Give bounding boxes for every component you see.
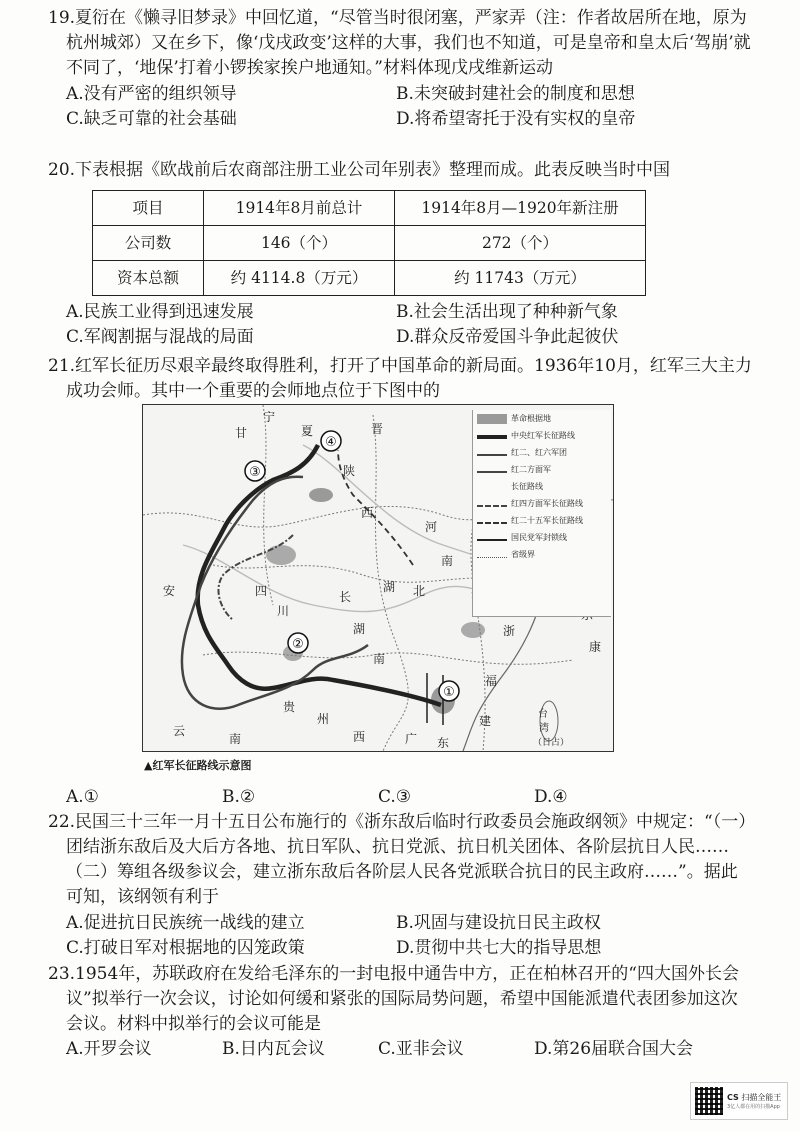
option-a: A.① xyxy=(66,787,99,807)
table-row xyxy=(93,261,646,296)
option-a: A.民族工业得到迅速发展 xyxy=(66,302,254,322)
place-label: 陕 xyxy=(343,464,356,478)
question-21-options-wrap xyxy=(48,785,754,810)
legend-label: 国民党军封锁线 xyxy=(511,533,567,542)
table-cell: 公司数 xyxy=(93,226,204,261)
option-b: B.日内瓦会议 xyxy=(222,1039,325,1059)
option-c: C.亚非会议 xyxy=(378,1039,464,1059)
question-20 xyxy=(48,158,754,350)
place-label: 川 xyxy=(277,604,290,618)
option-d: D.④ xyxy=(534,787,568,807)
place-label: 南 xyxy=(373,652,386,666)
legend-label: 红二十五军长征路线 xyxy=(511,516,583,525)
place-label: 晋 xyxy=(371,422,384,436)
taiwan-outline xyxy=(540,701,558,741)
map-legend xyxy=(472,410,611,617)
question-19 xyxy=(48,6,754,132)
table-header: 1914年8月—1920年新注册 xyxy=(395,191,646,226)
place-label: 西 xyxy=(353,730,366,744)
option-a: A.没有严密的组织领导 xyxy=(66,84,237,104)
place-label: 湖 xyxy=(383,580,396,594)
scanner-watermark xyxy=(690,1082,788,1120)
legend-item xyxy=(473,495,611,512)
legend-swatch xyxy=(477,518,507,524)
option-a: A.开罗会议 xyxy=(66,1039,152,1059)
base-area xyxy=(266,545,296,565)
place-label: 宁 xyxy=(263,410,276,424)
legend-label: 红二、红六军团 xyxy=(511,448,567,457)
place-label: 安 xyxy=(163,584,176,598)
option-c: C.军阀割据与混战的局面 xyxy=(66,327,254,347)
place-label: 广 xyxy=(405,732,418,746)
legend-item xyxy=(473,444,611,461)
question-21-stem: 21.红军长征历尽艰辛最终取得胜利，打开了中国革命的新局面。1936年10月，红军三大主力成功会师。其中一个重要的会师地点位于下图中的 xyxy=(48,356,752,401)
option-c: C.打破日军对根据地的囚笼政策 xyxy=(66,938,305,958)
legend-item xyxy=(473,461,611,478)
option-d: D.将希望寄托于没有实权的皇帝 xyxy=(396,109,636,129)
option-d: D.贯彻中共七大的指导思想 xyxy=(396,938,602,958)
option-c: C.③ xyxy=(378,787,412,807)
table-cell: 约 11743（万元） xyxy=(395,261,646,296)
table-cell: 约 4114.8（万元） xyxy=(204,261,395,296)
place-label: 云 xyxy=(173,724,186,738)
option-d: D.群众反帝爱国斗争此起彼伏 xyxy=(396,327,619,347)
legend-label: 中央红军长征路线 xyxy=(511,431,575,440)
option-c: C.缺乏可靠的社会基础 xyxy=(66,109,237,129)
place-label: 建 xyxy=(479,714,492,728)
place-label: 台 xyxy=(538,709,548,720)
legend-swatch xyxy=(477,414,507,424)
registration-table xyxy=(92,190,646,296)
place-label: 福 xyxy=(485,674,498,688)
question-21-options xyxy=(48,785,754,810)
option-b: B.社会生活出现了种种新气象 xyxy=(396,302,618,322)
option-b: B.未突破封建社会的制度和思想 xyxy=(396,84,635,104)
marker-label: ③ xyxy=(249,465,261,480)
place-label: 四 xyxy=(255,584,268,598)
legend-item xyxy=(473,512,611,529)
legend-label: 长征路线 xyxy=(511,482,543,491)
option-b: B.巩固与建设抗日民主政权 xyxy=(396,913,601,933)
question-22-options xyxy=(48,911,754,961)
legend-swatch xyxy=(477,552,507,558)
scanner-brand: CS 扫描全能王 xyxy=(727,1093,782,1102)
marker-label: ② xyxy=(292,637,304,652)
qr-code-icon xyxy=(695,1087,723,1115)
question-22 xyxy=(48,810,754,961)
legend-item xyxy=(473,478,611,495)
question-19-options xyxy=(48,82,754,132)
place-label: 湾 xyxy=(539,723,549,734)
place-label: 南 xyxy=(229,732,242,746)
question-19-stem: 19.夏衍在《懒寻旧梦录》中回忆道，“尽管当时很闭塞，严家弄（注：作者故居所在地，原为杭州城郊）又在乡下，像‘戊戌政变’这样的大事，我们也不知道，可是皇帝和皇太后‘驾崩’就不同了，‘地保’打着小锣挨家挨户地通知。”材料体现戊戌维新运动 xyxy=(48,8,751,78)
table-cell: 272（个） xyxy=(395,226,646,261)
legend-swatch xyxy=(477,535,507,541)
legend-item xyxy=(473,427,611,444)
legend-label: 红二方面军 xyxy=(511,465,551,474)
legend-swatch xyxy=(477,432,507,439)
question-20-options xyxy=(48,300,754,350)
province-border xyxy=(263,405,276,605)
table-cell: 146（个） xyxy=(204,226,395,261)
place-label: 康 xyxy=(589,640,602,654)
table-header: 1914年8月前总计 xyxy=(204,191,395,226)
table-cell: 资本总额 xyxy=(93,261,204,296)
marker-label: ① xyxy=(443,685,455,700)
question-23-stem: 23.1954年，苏联政府在发给毛泽东的一封电报中通告中方，正在柏林召开的“四大国外长会议”拟举行一次会议，讨论如何缓和紧张的国际局势问题，希望中国能派遣代表团参加这次会议。材料中拟举行的会议可能是 xyxy=(48,964,739,1034)
option-b: B.② xyxy=(222,787,256,807)
place-label: 夏 xyxy=(301,424,314,438)
legend-swatch xyxy=(477,501,507,507)
question-23-options xyxy=(48,1037,754,1062)
base-area xyxy=(461,622,485,638)
place-label: 南 xyxy=(441,554,454,568)
question-20-stem: 20.下表根据《欧战前后农商部注册工业公司年别表》整理而成。此表反映当时中国 xyxy=(48,160,671,180)
place-label: 贵 xyxy=(283,700,296,714)
place-label: 浙 xyxy=(503,624,516,638)
option-a: A.促进抗日民族统一战线的建立 xyxy=(66,913,305,933)
place-label: 长 xyxy=(339,590,352,604)
scanner-subtitle: 3亿人都在用的扫描App xyxy=(727,1104,780,1110)
legend-label: 革命根据地 xyxy=(511,414,551,423)
place-label: 东 xyxy=(437,736,450,750)
table-header: 项目 xyxy=(93,191,204,226)
legend-swatch xyxy=(477,450,507,456)
option-d: D.第26届联合国大会 xyxy=(534,1039,694,1059)
question-22-stem: 22.民国三十三年一月十五日公布施行的《浙东敌后临时行政委员会施政纲领》中规定：“（一）团结浙东敌后及大后方各地、抗日军队、抗日党派、抗日机关团体、各阶层抗日人民……（二）筹组各级参议会，建立浙东敌后各阶层人民各党派联合抗日的民主政府……”。据此可知，该纲领有利于 xyxy=(48,812,747,907)
place-label: 河 xyxy=(425,520,438,534)
question-21 xyxy=(48,354,754,404)
legend-item xyxy=(473,410,611,427)
legend-swatch xyxy=(477,467,507,473)
place-label: （日占） xyxy=(533,738,570,748)
legend-swatch xyxy=(477,482,507,492)
place-label: 北 xyxy=(413,584,426,598)
place-label: 州 xyxy=(317,712,330,726)
place-label: 湖 xyxy=(353,622,366,636)
legend-label: 省级界 xyxy=(511,550,535,559)
legend-item xyxy=(473,529,611,546)
table-row xyxy=(93,226,646,261)
cs-logo-icon: CS xyxy=(727,1093,739,1102)
marker-label: ④ xyxy=(325,435,337,450)
base-area xyxy=(309,488,333,502)
question-23 xyxy=(48,962,754,1062)
place-label: 甘 xyxy=(235,426,248,440)
legend-label: 红四方面军长征路线 xyxy=(511,499,583,508)
place-label: 西 xyxy=(361,506,374,520)
map-caption: ▲红军长征路线示意图 xyxy=(144,759,252,772)
legend-item xyxy=(473,546,611,563)
